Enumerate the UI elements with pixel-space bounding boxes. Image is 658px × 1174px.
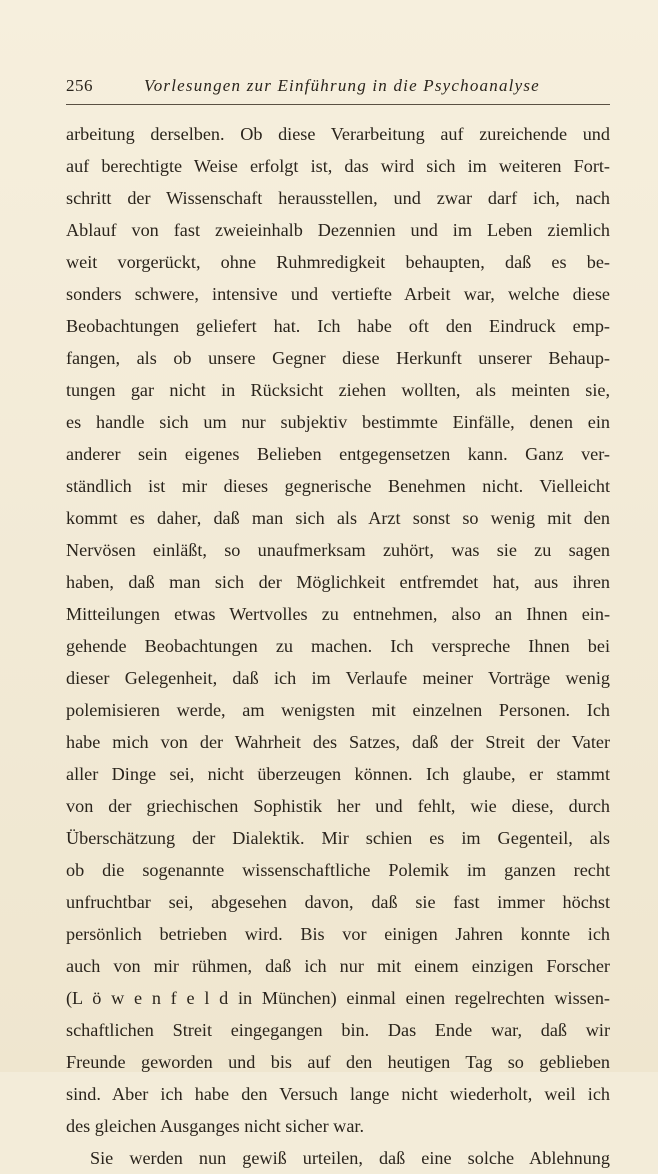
- text-line: haben, daß man sich der Möglichkeit entfremdet hat, aus ihren: [66, 572, 610, 592]
- text-line: gehende Beobachtungen zu machen. Ich verspreche Ihnen bei: [66, 636, 610, 656]
- text-line: sonders schwere, intensive und vertiefte Arbeit war, welche diese: [66, 284, 610, 304]
- text-line: Freunde geworden und bis auf den heutigen Tag so geblieben: [66, 1052, 610, 1072]
- text-line: persönlich betrieben wird. Bis vor einigen Jahren konnte ich: [66, 924, 610, 944]
- text-line: kommt es daher, daß man sich als Arzt sonst so wenig mit den: [66, 508, 610, 528]
- text-line: arbeitung derselben. Ob diese Verarbeitung auf zureichende und: [66, 124, 610, 144]
- text-line: habe mich von der Wahrheit des Satzes, daß der Streit der Vater: [66, 732, 610, 752]
- header-rule: [66, 104, 610, 105]
- text-line: dieser Gelegenheit, daß ich im Verlaufe meiner Vorträge wenig: [66, 668, 610, 688]
- text-line: weit vorgerückt, ohne Ruhmredigkeit behaupten, daß es be-: [66, 252, 610, 272]
- text-line: schritt der Wissenschaft herausstellen, und zwar darf ich, nach: [66, 188, 610, 208]
- running-header: [66, 76, 610, 104]
- text-line-paragraph-end: des gleichen Ausganges nicht sicher war.: [66, 1116, 364, 1136]
- text-line: Ablauf von fast zweieinhalb Dezennien und im Leben ziemlich: [66, 220, 610, 240]
- text-line: auf berechtigte Weise erfolgt ist, das wird sich im weiteren Fort-: [66, 156, 610, 176]
- text-line: sind. Aber ich habe den Versuch lange nicht wiederholt, weil ich: [66, 1084, 610, 1104]
- text-line: tungen gar nicht in Rücksicht ziehen wollten, als meinten sie,: [66, 380, 610, 400]
- text-line: Nervösen einläßt, so unaufmerksam zuhört, was sie zu sagen: [66, 540, 610, 560]
- text-line: schaftlichen Streit eingegangen bin. Das Ende war, daß wir: [66, 1020, 610, 1040]
- text-line: (L ö w e n f e l d in München) einmal einen regelrechten wissen-: [66, 988, 610, 1008]
- text-line: Überschätzung der Dialektik. Mir schien es im Gegenteil, als: [66, 828, 610, 848]
- text-line: aller Dinge sei, nicht überzeugen können. Ich glaube, er stammt: [66, 764, 610, 784]
- text-line: von der griechischen Sophistik her und fehlt, wie diese, durch: [66, 796, 610, 816]
- text-line: ständlich ist mir dieses gegnerische Benehmen nicht. Vielleicht: [66, 476, 610, 496]
- text-line-paragraph-start: Sie werden nun gewiß urteilen, daß eine solche Ablehnung: [90, 1148, 610, 1168]
- text-line: fangen, als ob unsere Gegner diese Herkunft unserer Behaup-: [66, 348, 610, 368]
- text-line: polemisieren werde, am wenigsten mit einzelnen Personen. Ich: [66, 700, 610, 720]
- text-line: Mitteilungen etwas Wertvolles zu entnehmen, also an Ihnen ein-: [66, 604, 610, 624]
- text-line: auch von mir rühmen, daß ich nur mit einem einzigen Forscher: [66, 956, 610, 976]
- running-title: Vorlesungen zur Einführung in die Psychoanalyse: [144, 76, 540, 95]
- text-line: anderer sein eigenes Belieben entgegensetzen kann. Ganz ver-: [66, 444, 610, 464]
- text-line: es handle sich um nur subjektiv bestimmte Einfälle, denen ein: [66, 412, 610, 432]
- text-line: ob die sogenannte wissenschaftliche Polemik im ganzen recht: [66, 860, 610, 880]
- text-line: unfruchtbar sei, abgesehen davon, daß sie fast immer höchst: [66, 892, 610, 912]
- text-line: Beobachtungen geliefert hat. Ich habe oft den Eindruck emp-: [66, 316, 610, 336]
- page-number: 256: [66, 76, 93, 95]
- body-text: [66, 118, 610, 1174]
